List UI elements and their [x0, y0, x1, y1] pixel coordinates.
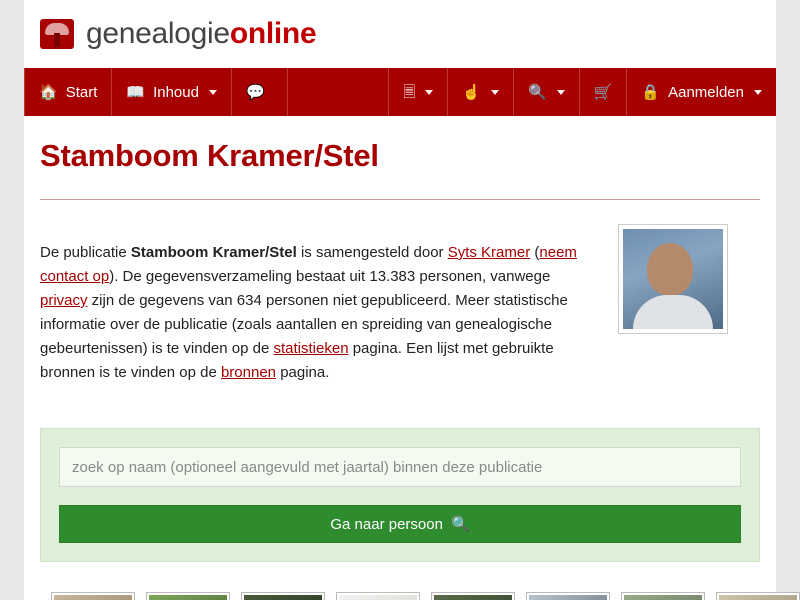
intro-text-5: zijn de gegevens van 634 personen niet gepubliceerd. Meer statistische informatie over de publicatie (zoals aantallen en spreiding van genealogische gebeurtenissen) is te vinden op de [40, 292, 568, 357]
thumbnail-image [434, 595, 512, 600]
nav-right-group [388, 68, 776, 116]
intro-text-3: ( [530, 244, 540, 261]
intro-text-7: pagina. [276, 364, 330, 381]
author-link[interactable]: Syts Kramer [447, 244, 531, 261]
thumbnail-image [244, 595, 322, 600]
title-section [24, 116, 776, 200]
site-header [24, 0, 776, 68]
privacy-link[interactable]: privacy [40, 292, 88, 309]
chevron-down-icon [557, 90, 565, 95]
nav-item-start[interactable] [24, 68, 112, 116]
site-content-frame [24, 0, 776, 600]
search-input[interactable] [59, 447, 741, 487]
chevron-down-icon [209, 90, 217, 95]
chevron-down-icon [425, 90, 433, 95]
shopping-cart-icon: 🛒 [593, 83, 613, 101]
thumbnail-image [624, 595, 702, 600]
author-portrait [618, 224, 728, 334]
nav-label-start: Start [65, 83, 98, 101]
search-icon: 🔍 [528, 83, 547, 101]
nav-item-aanmelden[interactable] [627, 68, 776, 116]
thumbnail-7[interactable] [621, 592, 705, 600]
comments-icon: 💬 [245, 83, 265, 101]
tree-stamp-icon[interactable] [40, 19, 74, 49]
thumbnail-image [719, 595, 797, 600]
book-icon: 📖 [126, 83, 146, 101]
lock-icon: 🔒 [641, 83, 661, 101]
home-icon: 🏠 [39, 83, 58, 101]
thumbnail-1[interactable] [51, 592, 135, 600]
nav-item-comments[interactable] [232, 68, 288, 116]
intro-text-4: ). De gegevensverzameling bestaat uit 13.383 personen, vanwege [109, 268, 551, 285]
thumbnail-3[interactable] [241, 592, 325, 600]
sources-link[interactable]: bronnen [220, 364, 277, 381]
thumbnail-4[interactable] [336, 592, 420, 600]
nav-item-idcard[interactable] [388, 68, 448, 116]
nav-item-search[interactable] [514, 68, 580, 116]
intro-text-1: De publicatie [40, 244, 131, 261]
thumbnail-5[interactable] [431, 592, 515, 600]
nav-item-pointer[interactable] [448, 68, 514, 116]
thumbnail-6[interactable] [526, 592, 610, 600]
thumbnail-strip [24, 562, 776, 600]
nav-label-inhoud: Inhoud [153, 83, 199, 101]
portrait-image [623, 229, 723, 329]
intro-text-6: pagina. Een lijst met gebruikte bronnen is te vinden op de [40, 340, 554, 381]
intro-paragraph [40, 241, 600, 385]
thumbnail-image [54, 595, 132, 600]
id-card-icon: 🗏 [403, 83, 416, 101]
main-navigation [24, 68, 776, 116]
site-logo-text[interactable] [86, 17, 316, 51]
thumbnail-image [529, 595, 607, 600]
statistics-link[interactable]: statistieken [273, 340, 349, 357]
nav-label-aanmelden: Aanmelden [668, 83, 744, 101]
chevron-down-icon [754, 90, 762, 95]
thumbnail-2[interactable] [146, 592, 230, 600]
logo-text-part2: online [229, 17, 317, 50]
thumbnail-image [149, 595, 227, 600]
go-to-person-label: Ga naar persoon [330, 515, 443, 533]
nav-item-inhoud[interactable] [112, 68, 232, 116]
nav-item-cart[interactable] [580, 68, 628, 116]
contact-link[interactable]: neem contact op [40, 244, 577, 285]
logo-text-part1: genealogie [86, 17, 230, 50]
chevron-down-icon [491, 90, 499, 95]
search-icon: 🔍 [450, 515, 470, 533]
hand-pointer-icon: ☝ [462, 83, 482, 101]
intro-section [24, 200, 776, 400]
publication-name: Stamboom Kramer/Stel [130, 244, 297, 261]
person-search-panel [40, 428, 760, 562]
nav-left-group [24, 68, 288, 116]
thumbnail-image [339, 595, 417, 600]
page-title: Stamboom Kramer/Stel [40, 138, 379, 173]
thumbnail-8[interactable] [716, 592, 800, 600]
go-to-person-button[interactable] [59, 505, 741, 543]
intro-text-2: is samengesteld door [296, 244, 448, 261]
